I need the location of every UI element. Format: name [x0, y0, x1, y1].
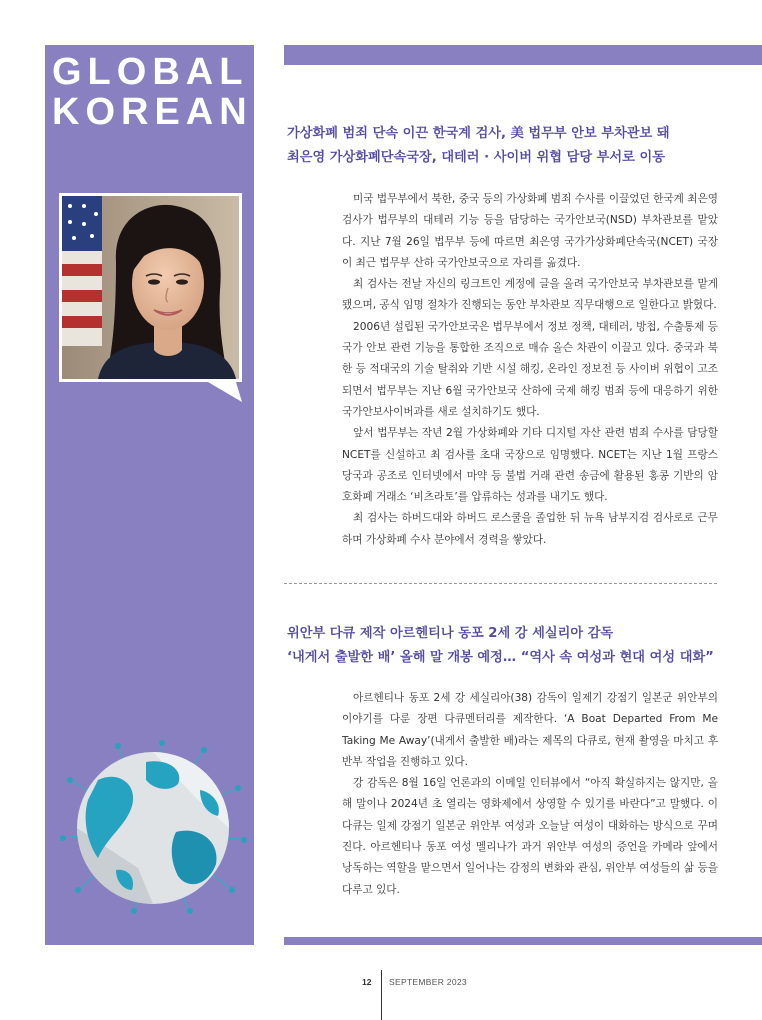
article2-paragraph: 강 감독은 8월 16일 언론과의 이메일 인터뷰에서 “아직 확실하지는 않지만, 올해 말이나 2024년 초 열리는 영화제에서 상영할 수 있기를 바란다”고 말했다. 이 다큐는 일제 강점기 일본군 위안부 여성과 오늘날 여성이 대화하는 방식으로 꾸며진다. 아르헨티나 동포 여성 멜리나가 과거 위안부 여성의 증언을 카메라 앞에서 낭독하는 역할을 맡으면서 일어나는 감정의 변화와 관심, 위안부 여성들의 삶 등을 다루고 있다.	[342, 777, 718, 896]
issue-date: SEPTEMBER 2023	[389, 977, 467, 987]
article2-body	[342, 688, 718, 901]
top-accent-bar	[284, 45, 762, 65]
article1-paragraph: 최 검사는 전날 자신의 링크트인 계정에 글을 올려 국가안보국 부차관보를 맡게 됐으며, 공식 임명 절차가 진행되는 동안 부차관보 직무대행으로 일한다고 밝혔다.	[342, 278, 718, 312]
bottom-accent-bar	[284, 937, 762, 945]
footer-separator	[381, 970, 382, 1020]
section-title-line2: KOREAN	[52, 91, 253, 133]
section-title-line1: GLOBAL	[52, 51, 249, 93]
article2-headline-line2: ‘내게서 출발한 배’ 올해 말 개봉 예정… “역사 속 여성과 현대 여성 대화”	[287, 650, 714, 665]
article2-headline	[287, 622, 714, 670]
article2-headline-line1: 위안부 다큐 제작 아르헨티나 동포 2세 강 세실리아 감독	[287, 626, 614, 641]
article1-headline	[287, 122, 670, 170]
article1-paragraph: 최 검사는 하버드대와 하버드 로스쿨을 졸업한 뒤 뉴욕 남부지검 검사로로 근무하며 가상화폐 수사 분야에서 경력을 쌓았다.	[342, 512, 718, 546]
article1-headline-line1: 가상화폐 범죄 단속 이끈 한국계 검사, 美 법무부 안보 부차관보 돼	[287, 126, 670, 141]
article1-paragraph: 앞서 법무부는 작년 2월 가상화폐와 기타 디지털 자산 관련 범죄 수사를 담당할 NCET를 신설하고 최 검사를 초대 국장으로 임명했다. NCET는 지난 1월 프랑스 당국과 공조로 인터넷에서 마약 등 불법 거래 관련 송금에 활용된 홍콩 기반의 암호화폐 거래소 ‘비츠라토’를 압류하는 성과를 내기도 했다.	[342, 427, 718, 504]
globe-illustration	[58, 740, 248, 915]
article-divider	[284, 583, 717, 584]
article1-paragraph: 미국 법무부에서 북한, 중국 등의 가상화폐 범죄 수사를 이끌었던 한국계 최은영 검사가 법무부의 대테러 기능 등을 담당하는 국가안보국(NSD) 부차관보를 맡았다. 지난 7월 26일 법무부 등에 따르면 최은영 국가가상화폐단속국(NCET) 국장이 최근 법무부 산하 국가안보국으로 자리를 옮겼다.	[342, 193, 718, 269]
section-title	[52, 52, 253, 132]
article1-headline-line2: 최은영 가상화폐단속국장, 대테러 · 사이버 위협 담당 부서로 이동	[287, 150, 665, 165]
page-number: 12	[362, 977, 372, 987]
article2-paragraph: 아르헨티나 동포 2세 강 세실리아(38) 감독이 일제기 강점기 일본군 위안부의 이야기를 다룬 장편 다큐멘터리를 제작한다. ‘A Boat Departed From Me Taking Me Away’(내게서 출발한 배)라는 제목의 다큐로, 현재 촬영을 마치고 후반부 작업을 진행하고 있다.	[342, 692, 718, 768]
portrait-photo	[58, 192, 243, 404]
article1-body	[342, 189, 718, 551]
article1-paragraph: 2006년 설립된 국가안보국은 법무부에서 정보 정책, 대테러, 방첩, 수출통제 등 국가 안보 관련 기능을 통합한 조직으로 매슈 올슨 차관이 이끌고 있다. 중국과 북한 등 적대국의 기술 탈취와 기반 시설 해킹, 온라인 정보전 등 사이버 위협이 고조되면서 법무부는 지난 6월 국가안보국 산하에 국제 해킹 범죄 등에 대응하기 위한 국가안보사이버과를 새로 설치하기도 했다.	[342, 320, 718, 418]
